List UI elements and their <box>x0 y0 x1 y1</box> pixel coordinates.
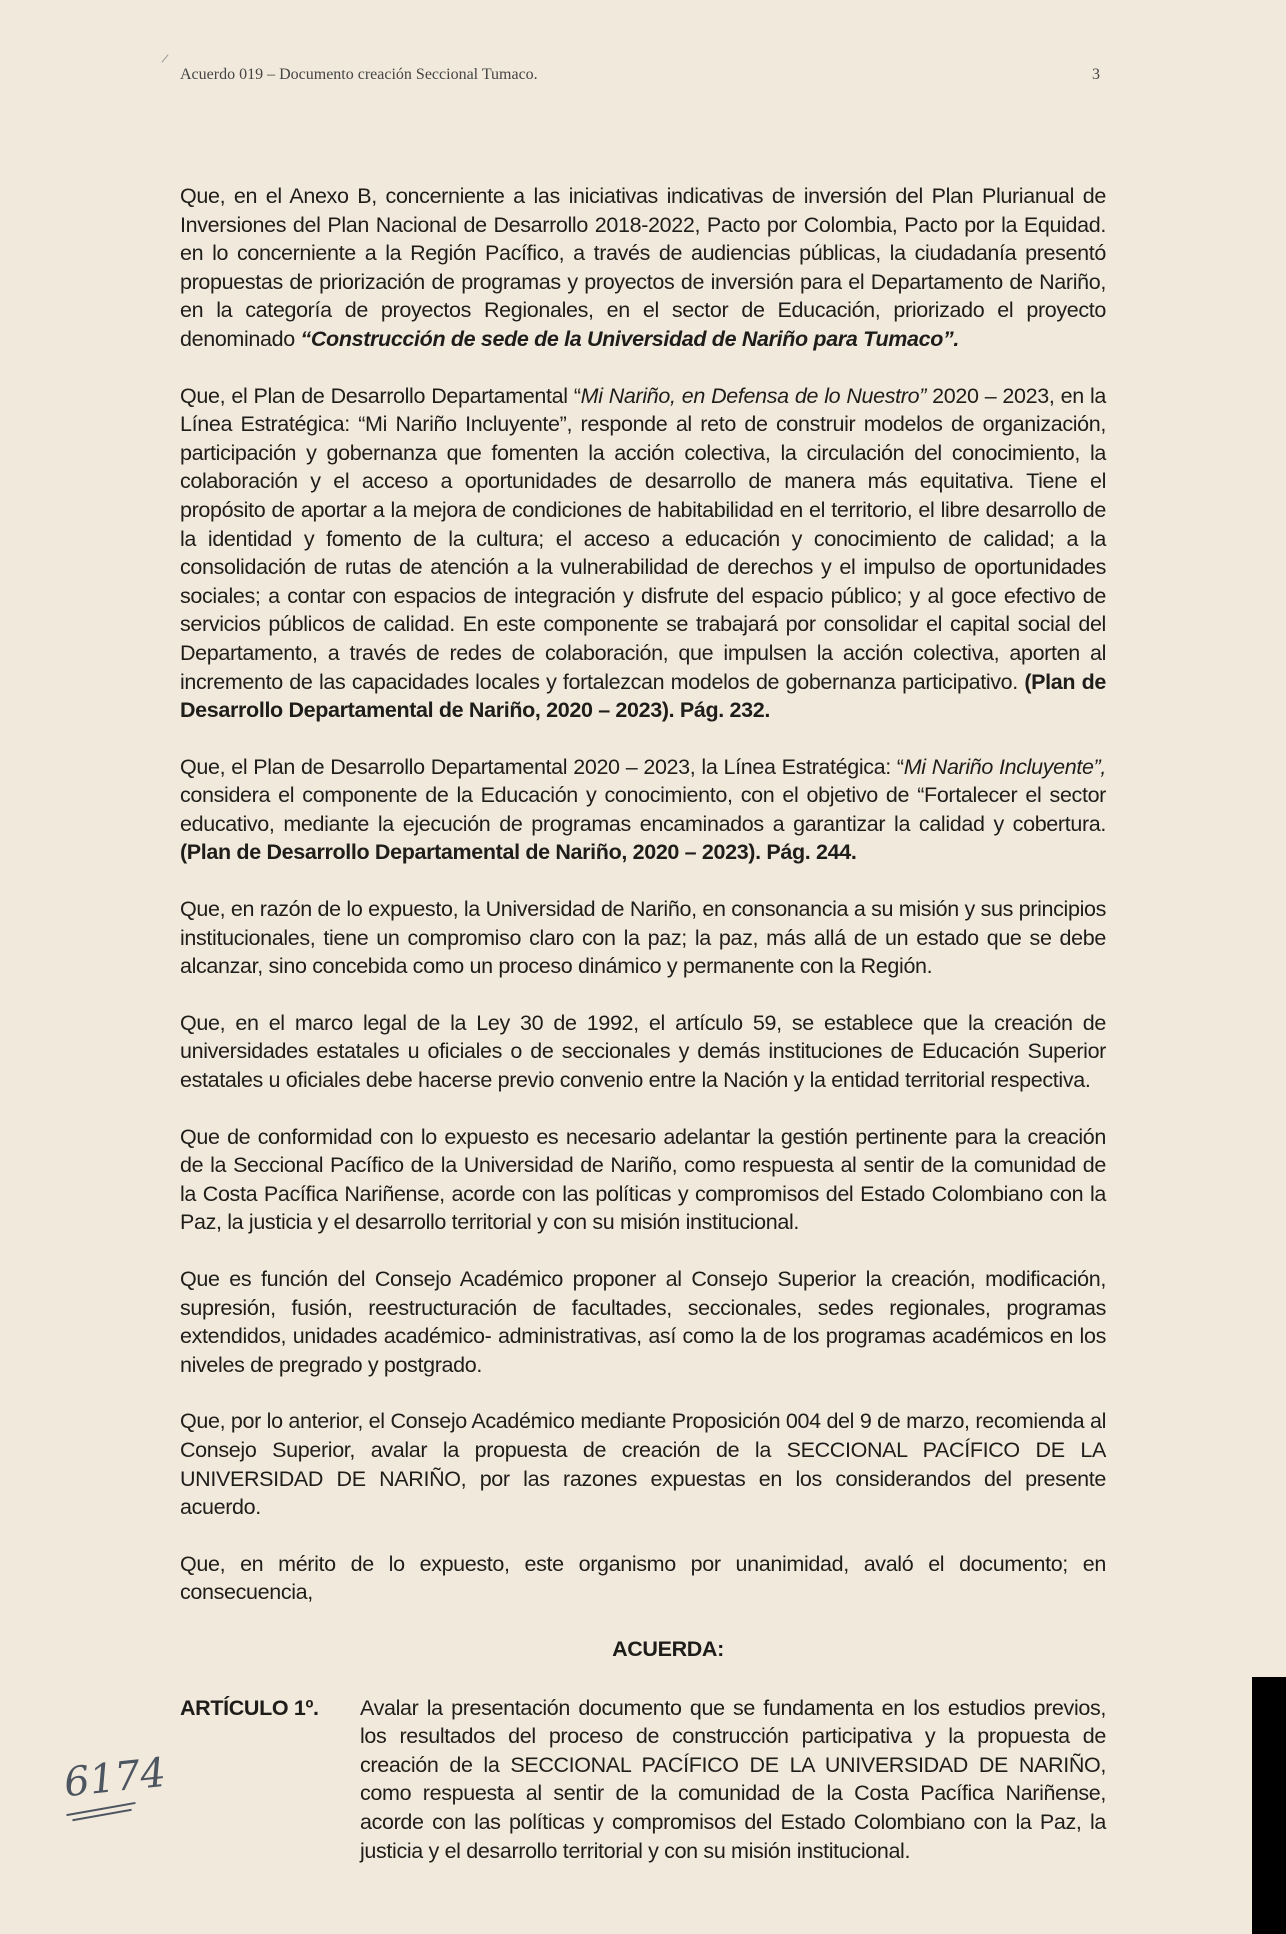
paragraph-proposicion: Que, por lo anterior, el Consejo Académico mediante Proposición 004 del 9 de marzo, recomienda al Consejo Superior, avalar la propuesta de creación de la SECCIONAL PACÍFICO DE LA UNIVERSIDAD DE NARIÑO, por las razones expuestas en los considerandos del presente acuerdo. <box>180 1409 1106 1520</box>
article-text: Avalar la presentación documento que se fundamenta en los estudios previos, los resultados del proceso de construcción participativa y la propuesta de creación de la SECCIONAL PACÍFICO DE LA UNIVERSIDAD DE NARIÑO, como respuesta al sentir de la comunidad de la Costa Pacífica Nariñense, acorde con las políticas y compromisos del Estado Colombiano con la Paz, la justicia y el desarrollo territorial y con su misión institucional. <box>360 1695 1106 1863</box>
paragraph-text: 2020 – 2023, en la Línea Estratégica: “Mi Nariño Incluyente”, responde al reto de construir modelos de organización, participación y gobernanza que fomenten la acción colectiva, la circulación del conocimiento, la colaboración y el acceso a oportunidades de desarrollo de manera más equitativa. Tiene el propósito de aportar a la mejora de condiciones de habitabilidad en el territorio, el libre desarrollo de la identidad y fomento de la cultura; el acceso a educación y conocimiento de calidad; a la consolidación de rutas de atención a la vulnerabilidad de derechos y el impulso de oportunidades sociales; a contar con espacios de integración y disfrute del espacio público; y al goce efectivo de servicios públicos de calidad. En este componente se trabajará por consolidar el capital social del Departamento, a través de redes de colaboración, que impulsen la acción colectiva, aporten al incremento de las capacidades locales y fortalezcan modelos de gobernanza participativo. <box>180 383 1106 694</box>
paragraph-funcion-consejo: Que es función del Consejo Académico proponer al Consejo Superior la creación, modificación, supresión, fusión, reestructuración de facultades, seccionales, sedes regionales, programas extendidos, unidades académico- administrativas, así como la de los programas académicos en los niveles de pregrado y postgrado. <box>180 1267 1106 1377</box>
paragraph-merito: Que, en mérito de lo expuesto, este organismo por unanimidad, avaló el documento; en consecuencia, <box>180 1551 1106 1605</box>
citation: (Plan de Desarrollo Departamental de Nariño, 2020 – 2023). Pág. 232. <box>180 669 1107 723</box>
corner-mark <box>161 54 168 62</box>
header-title: Acuerdo 019 – Documento creación Seccional Tumaco. <box>180 66 538 83</box>
article-1 <box>180 1694 1106 1866</box>
plan-name: Mi Nariño, en Defensa de lo Nuestro” <box>580 383 926 408</box>
paragraph-compromiso-paz: Que, en razón de lo expuesto, la Universidad de Nariño, en consonancia a su misión y sus principios institucionales, tiene un compromiso claro con la paz; la paz, más allá de un estado que se debe alcanzar, sino concebida como un proceso dinámico y permanente con la Región. <box>180 897 1106 979</box>
project-name: “Construcción de sede de la Universidad de Nariño para Tumaco”. <box>300 326 960 351</box>
paragraph-linea-estrategica <box>180 753 1106 867</box>
paragraph-text: Que, el Plan de Desarrollo Departamental “ <box>180 383 581 408</box>
handwritten-note: 6174 <box>61 1749 168 1807</box>
linea-name: Mi Nariño Incluyente”, <box>903 754 1106 779</box>
paragraph-gestion: Que de conformidad con lo expuesto es necesario adelantar la gestión pertinente para la creación de la Seccional Pacífico de la Universidad de Nariño, como respuesta al sentir de la comunidad de la Costa Pacífica Nariñense, acorde con las políticas y compromisos del Estado Colombiano con la Paz, la justicia y el desarrollo territorial y con su misión institucional. <box>180 1124 1106 1235</box>
acuerda-heading: ACUERDA: <box>612 1636 724 1661</box>
paragraph-anexo-b <box>180 182 1106 354</box>
page-number: 3 <box>1092 66 1100 83</box>
paragraph-ley-30: Que, en el marco legal de la Ley 30 de 1992, el artículo 59, se establece que la creación de universidades estatales u oficiales o de seccionales y demás instituciones de Educación Superior estatales u oficiales debe hacerse previo convenio entre la Nación y la entidad territorial respectiva. <box>180 1010 1106 1093</box>
paragraph-plan-desarrollo <box>180 382 1106 725</box>
scan-edge-bar <box>1252 1677 1286 1934</box>
paragraph-text: Que, en el Anexo B, concerniente a las iniciativas indicativas de inversión del Plan Plurianual de Inversiones del Plan Nacional de Desarrollo 2018-2022, Pacto por Colombia, Pacto por la Equidad. en lo concerniente a la Región Pacífico, a través de audiencias públicas, la ciudadanía presentó propuestas de priorización de programas y proyectos de inversión para el Departamento de Nariño, en la categoría de proyectos Regionales, en el sector de Educación, priorizado el proyecto denominado <box>180 184 1106 351</box>
paragraph-text: Que, el Plan de Desarrollo Departamental 2020 – 2023, la Línea Estratégica: “ <box>180 754 904 779</box>
article-label: ARTÍCULO 1º. <box>180 1695 319 1720</box>
citation: (Plan de Desarrollo Departamental de Nariño, 2020 – 2023). Pág. 244. <box>180 840 857 865</box>
paragraph-text: considera el componente de la Educación y conocimiento, con el objetivo de “Fortalecer el sector educativo, mediante la ejecución de programas encaminados a garantizar la calidad y cobertura. <box>180 783 1106 836</box>
page-header <box>180 66 1100 84</box>
document-body <box>180 182 1106 1865</box>
